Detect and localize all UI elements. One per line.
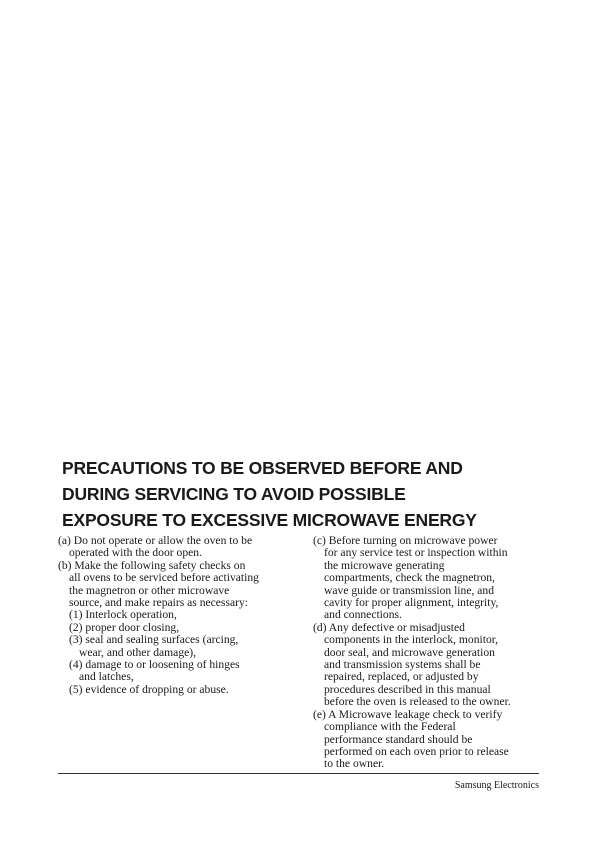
item-text-line: (4) damage to or loosening of hinges xyxy=(69,658,240,672)
title-line: DURING SERVICING TO AVOID POSSIBLE xyxy=(62,484,406,504)
item-text-line: (b) Make the following safety checks on xyxy=(58,558,246,572)
safety-check-item xyxy=(58,634,298,659)
footer-company: Samsung Electronics xyxy=(454,780,539,791)
item-text-line: compliance with the Federal xyxy=(324,720,456,734)
item-text-line: (a) Do not operate or allow the oven to be xyxy=(58,534,253,547)
item-text-line: wear, and other damage), xyxy=(79,645,197,659)
footer-divider xyxy=(58,773,539,774)
safety-check-item xyxy=(58,609,298,621)
item-text-line: source, and make repairs as necessary: xyxy=(69,596,248,610)
item-text-line: before the oven is released to the owner. xyxy=(324,695,511,709)
safety-check-list xyxy=(58,609,298,696)
precaution-item-a xyxy=(58,535,298,560)
item-text-line: performed on each oven prior to release xyxy=(324,744,509,758)
precaution-item-d xyxy=(313,622,543,709)
item-text-line: to the owner. xyxy=(324,757,385,771)
item-text-line: for any service test or inspection within xyxy=(324,546,508,560)
item-text-line: compartments, check the magnetron, xyxy=(324,571,495,585)
precaution-item-b xyxy=(58,560,298,696)
item-text-line: (c) Before turning on microwave power xyxy=(313,534,498,547)
item-text-line: performance standard should be xyxy=(324,732,473,746)
item-text-line: (2) proper door closing, xyxy=(69,620,180,634)
item-text-line: components in the interlock, monitor, xyxy=(324,633,499,647)
item-text-line: and latches, xyxy=(79,670,134,684)
item-text-line: (d) Any defective or misadjusted xyxy=(313,620,465,634)
title-line: PRECAUTIONS TO BE OBSERVED BEFORE AND xyxy=(62,458,463,478)
item-text-line: wave guide or transmission line, and xyxy=(324,583,495,597)
safety-check-item xyxy=(58,659,298,684)
precaution-item-e xyxy=(313,709,543,771)
item-text-line: door seal, and microwave generation xyxy=(324,645,495,659)
item-text-line: the magnetron or other microwave xyxy=(69,583,230,597)
precaution-item-c xyxy=(313,535,543,622)
item-text-line: (e) A Microwave leakage check to verify xyxy=(313,707,503,721)
item-text-line: and transmission systems shall be xyxy=(324,658,481,672)
item-text-line: the microwave generating xyxy=(324,558,445,572)
title-line: EXPOSURE TO EXCESSIVE MICROWAVE ENERGY xyxy=(62,510,477,530)
page-title xyxy=(62,455,562,533)
left-column xyxy=(58,535,298,696)
item-text-line: cavity for proper alignment, integrity, xyxy=(324,596,499,610)
item-text-line: all ovens to be serviced before activating xyxy=(69,571,259,585)
item-text-line: (1) Interlock operation, xyxy=(69,608,177,622)
item-text-line: repaired, replaced, or adjusted by xyxy=(324,670,479,684)
safety-check-item xyxy=(58,684,298,696)
item-text-line: (3) seal and sealing surfaces (arcing, xyxy=(69,633,239,647)
item-text-line: (5) evidence of dropping or abuse. xyxy=(69,682,229,696)
right-column xyxy=(313,535,543,771)
item-text-line: operated with the door open. xyxy=(69,546,202,560)
item-text-line: and connections. xyxy=(324,608,402,622)
item-text-line: procedures described in this manual xyxy=(324,682,491,696)
